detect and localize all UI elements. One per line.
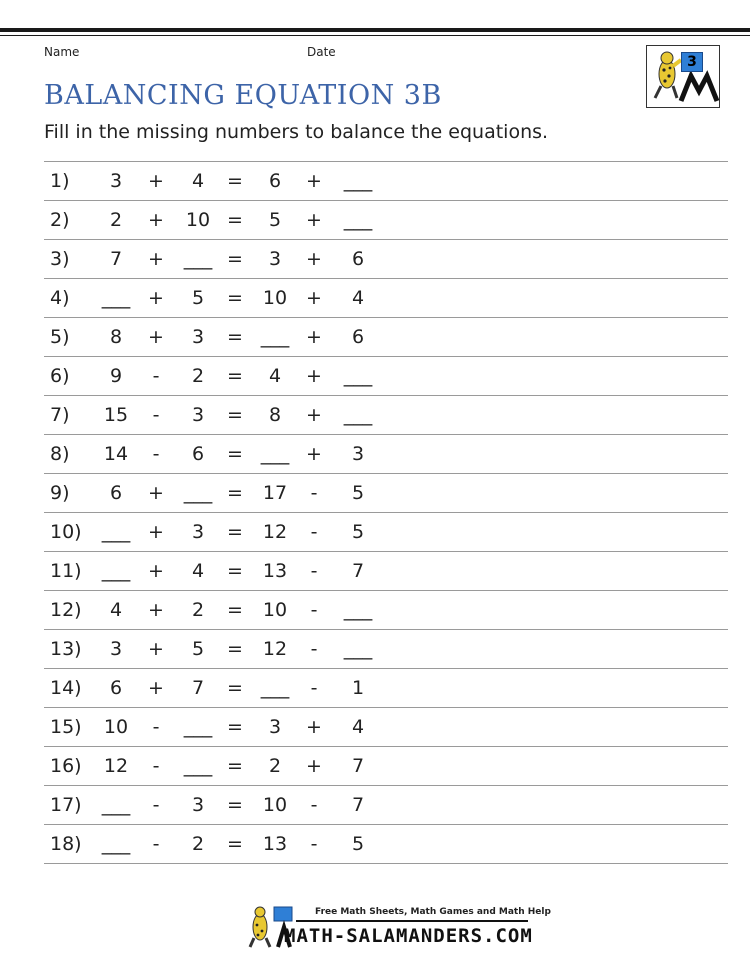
operator-1: + (148, 209, 164, 231)
operator-1: + (148, 677, 164, 699)
equals-sign: = (227, 833, 243, 855)
blank-answer[interactable]: ___ (343, 404, 373, 426)
term-c: 6 (268, 170, 282, 192)
equals-sign: = (227, 677, 243, 699)
operator-1: - (152, 404, 160, 426)
operator-1: + (148, 521, 164, 543)
date-label: Date (307, 45, 336, 59)
term-b: 6 (191, 443, 205, 465)
problem-number: 2) (50, 209, 70, 231)
term-c: 5 (268, 209, 282, 231)
grade-badge: 3 (681, 52, 703, 72)
problem-number: 7) (50, 404, 70, 426)
equation-row (44, 825, 728, 864)
term-a: 4 (109, 599, 123, 621)
term-c: 10 (262, 599, 288, 621)
operator-1: - (152, 716, 160, 738)
term-b: 2 (191, 833, 205, 855)
operator-2: - (310, 794, 318, 816)
term-d: 4 (351, 716, 365, 738)
operator-2: - (310, 482, 318, 504)
operator-2: + (306, 716, 322, 738)
operator-1: - (152, 833, 160, 855)
equation-row (44, 240, 728, 279)
operator-2: + (306, 287, 322, 309)
term-d: 1 (351, 677, 365, 699)
blank-answer[interactable]: ___ (101, 287, 131, 309)
operator-1: + (148, 482, 164, 504)
equals-sign: = (227, 443, 243, 465)
blank-answer[interactable]: ___ (183, 248, 213, 270)
top-rule (0, 28, 750, 32)
term-c: 13 (262, 833, 288, 855)
term-a: 6 (109, 677, 123, 699)
problem-number: 6) (50, 365, 70, 387)
blank-answer[interactable]: ___ (101, 560, 131, 582)
term-c: 2 (268, 755, 282, 777)
problem-number: 1) (50, 170, 70, 192)
term-b: 10 (185, 209, 211, 231)
term-c: 4 (268, 365, 282, 387)
term-a: 3 (109, 638, 123, 660)
operator-1: + (148, 560, 164, 582)
term-c: 10 (262, 287, 288, 309)
equation-row (44, 630, 728, 669)
operator-2: - (310, 599, 318, 621)
operator-2: - (310, 677, 318, 699)
term-d: 5 (351, 833, 365, 855)
equals-sign: = (227, 794, 243, 816)
equation-row (44, 747, 728, 786)
operator-2: - (310, 521, 318, 543)
term-b: 2 (191, 365, 205, 387)
equals-sign: = (227, 638, 243, 660)
operator-1: + (148, 248, 164, 270)
problem-number: 3) (50, 248, 70, 270)
term-b: 3 (191, 404, 205, 426)
operator-1: - (152, 365, 160, 387)
problem-number: 12) (50, 599, 82, 621)
equals-sign: = (227, 482, 243, 504)
problem-number: 15) (50, 716, 82, 738)
equation-row (44, 552, 728, 591)
equation-row (44, 669, 728, 708)
equation-row (44, 786, 728, 825)
term-d: 3 (351, 443, 365, 465)
term-b: 5 (191, 287, 205, 309)
equation-row (44, 435, 728, 474)
operator-1: + (148, 287, 164, 309)
equation-row (44, 318, 728, 357)
problem-number: 17) (50, 794, 82, 816)
term-b: 3 (191, 326, 205, 348)
footer-tagline: Free Math Sheets, Math Games and Math Help (315, 907, 551, 917)
equals-sign: = (227, 521, 243, 543)
operator-1: - (152, 755, 160, 777)
instructions: Fill in the missing numbers to balance the equations. (44, 121, 549, 143)
blank-answer[interactable]: ___ (101, 794, 131, 816)
operator-2: - (310, 833, 318, 855)
equals-sign: = (227, 404, 243, 426)
operator-1: + (148, 599, 164, 621)
equals-sign: = (227, 209, 243, 231)
equation-table (44, 161, 728, 864)
operator-2: + (306, 326, 322, 348)
operator-2: + (306, 248, 322, 270)
equation-row (44, 474, 728, 513)
blank-answer[interactable]: ___ (183, 482, 213, 504)
term-a: 14 (103, 443, 129, 465)
term-b: 2 (191, 599, 205, 621)
term-d: 7 (351, 560, 365, 582)
term-c: 12 (262, 638, 288, 660)
operator-1: + (148, 638, 164, 660)
footer-brand[interactable]: MATH-SALAMANDERS.COM (284, 925, 533, 947)
footer-divider (296, 920, 528, 922)
term-d: 6 (351, 248, 365, 270)
term-c: 17 (262, 482, 288, 504)
blank-answer[interactable]: ___ (101, 833, 131, 855)
equation-row (44, 279, 728, 318)
term-a: 6 (109, 482, 123, 504)
blank-answer[interactable]: ___ (101, 521, 131, 543)
term-b: 7 (191, 677, 205, 699)
term-a: 15 (103, 404, 129, 426)
term-a: 9 (109, 365, 123, 387)
blank-answer[interactable]: ___ (343, 209, 373, 231)
problem-number: 4) (50, 287, 70, 309)
equals-sign: = (227, 287, 243, 309)
term-d: 4 (351, 287, 365, 309)
blank-answer[interactable]: ___ (183, 755, 213, 777)
term-d: 7 (351, 794, 365, 816)
term-c: 13 (262, 560, 288, 582)
equation-row (44, 162, 728, 201)
equals-sign: = (227, 365, 243, 387)
equals-sign: = (227, 326, 243, 348)
operator-2: + (306, 365, 322, 387)
term-d: 5 (351, 521, 365, 543)
blank-answer[interactable]: ___ (260, 326, 290, 348)
operator-2: + (306, 170, 322, 192)
term-b: 3 (191, 794, 205, 816)
problem-number: 8) (50, 443, 70, 465)
term-c: 10 (262, 794, 288, 816)
term-c: 8 (268, 404, 282, 426)
operator-2: - (310, 560, 318, 582)
equals-sign: = (227, 716, 243, 738)
operator-2: + (306, 404, 322, 426)
operator-2: - (310, 638, 318, 660)
term-c: 3 (268, 248, 282, 270)
blank-answer[interactable]: ___ (343, 638, 373, 660)
blank-answer[interactable]: ___ (343, 365, 373, 387)
operator-1: + (148, 170, 164, 192)
problem-number: 16) (50, 755, 82, 777)
equation-row (44, 708, 728, 747)
blank-answer[interactable]: ___ (260, 443, 290, 465)
term-a: 3 (109, 170, 123, 192)
name-label: Name (44, 45, 80, 59)
problem-number: 14) (50, 677, 82, 699)
term-a: 7 (109, 248, 123, 270)
operator-1: - (152, 443, 160, 465)
blank-answer[interactable]: ___ (183, 716, 213, 738)
equals-sign: = (227, 248, 243, 270)
term-a: 12 (103, 755, 129, 777)
term-a: 8 (109, 326, 123, 348)
operator-2: + (306, 209, 322, 231)
term-a: 10 (103, 716, 129, 738)
equals-sign: = (227, 755, 243, 777)
top-rule-thin (0, 35, 750, 36)
equation-row (44, 591, 728, 630)
term-b: 4 (191, 170, 205, 192)
problem-number: 11) (50, 560, 82, 582)
equals-sign: = (227, 170, 243, 192)
equation-row (44, 201, 728, 240)
equals-sign: = (227, 560, 243, 582)
blank-answer[interactable]: ___ (343, 170, 373, 192)
blank-answer[interactable]: ___ (260, 677, 290, 699)
problem-number: 10) (50, 521, 82, 543)
term-d: 6 (351, 326, 365, 348)
term-c: 3 (268, 716, 282, 738)
term-c: 12 (262, 521, 288, 543)
problem-number: 9) (50, 482, 70, 504)
blank-answer[interactable]: ___ (343, 599, 373, 621)
term-b: 4 (191, 560, 205, 582)
equation-row (44, 357, 728, 396)
problem-number: 18) (50, 833, 82, 855)
operator-1: + (148, 326, 164, 348)
operator-2: + (306, 443, 322, 465)
problem-number: 5) (50, 326, 70, 348)
term-a: 2 (109, 209, 123, 231)
term-d: 7 (351, 755, 365, 777)
page-title: BALANCING EQUATION 3B (44, 80, 442, 111)
operator-1: - (152, 794, 160, 816)
operator-2: + (306, 755, 322, 777)
equals-sign: = (227, 599, 243, 621)
term-b: 5 (191, 638, 205, 660)
term-d: 5 (351, 482, 365, 504)
problem-number: 13) (50, 638, 82, 660)
equation-row (44, 396, 728, 435)
term-b: 3 (191, 521, 205, 543)
equation-row (44, 513, 728, 552)
